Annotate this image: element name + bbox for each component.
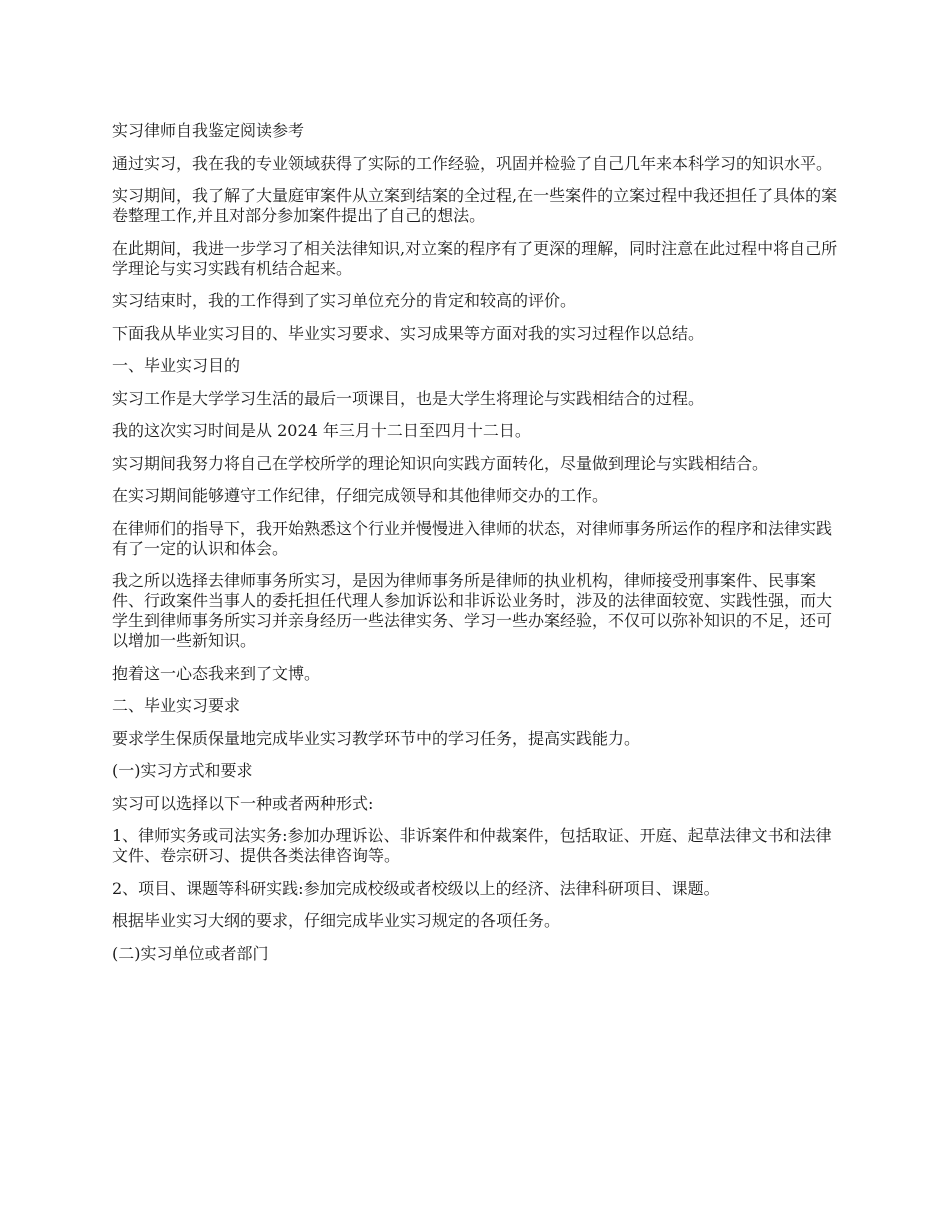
document-body: [112, 121, 842, 976]
subsection-heading: (一)实习方式和要求: [112, 761, 253, 780]
paragraph: 实习结束时，我的工作得到了实习单位充分的肯定和较高的评价。: [112, 291, 577, 310]
paragraph: 抱着这一心态我来到了文博。: [112, 663, 321, 683]
paragraph: 实习可以选择以下一种或者两种形式:: [112, 793, 374, 813]
paragraph: 通过实习，我在我的专业领域获得了实际的工作经验，巩固并检验了自己几年来本科学习的知识水平。: [112, 153, 833, 173]
section-heading: 一、毕业实习目的: [112, 356, 241, 375]
paragraph: 我之所以选择去律师事务所实习，是因为律师事务所是律师的执业机构，律师接受刑事案件、民事案件、行政案件当事人的委托担任代理人参加诉讼和非诉讼业务时，涉及的法律面较宽、实践性强，而大学生到律师事务所实习并亲身经历一些法律实务、学习一些办案经验，不仅可以弥补知识的不足，还可以增加一些新知识。: [112, 571, 833, 650]
paragraph: 在实习期间能够遵守工作纪律，仔细完成领导和其他律师交办的工作。: [112, 486, 609, 505]
paragraph: 我的这次实习时间是从 2024 年三月十二日至四月十二日。: [112, 421, 531, 440]
paragraph: 要求学生保质保量地完成毕业实习教学环节中的学习任务，提高实践能力。: [112, 728, 641, 748]
paragraph: 实习期间，我了解了大量庭审案件从立案到结案的全过程,在一些案件的立案过程中我还担任了具体的案卷整理工作,并且对部分参加案件提出了自己的想法。: [112, 186, 838, 225]
paragraph: 在律师们的指导下，我开始熟悉这个行业并慢慢进入律师的状态，对律师事务所运作的程序和法律实践有了一定的认识和体会。: [112, 518, 833, 558]
paragraph: 实习期间我努力将自己在学校所学的理论知识向实践方面转化，尽量做到理论与实践相结合。: [112, 453, 769, 473]
paragraph: 在此期间，我进一步学习了相关法律知识,对立案的程序有了更深的理解，同时注意在此过程中将自己所学理论与实习实践有机结合起来。: [112, 238, 838, 278]
section-heading: 二、毕业实习要求: [112, 696, 241, 715]
subsection-heading: (二)实习单位或者部门: [112, 943, 269, 963]
list-item: 2、项目、课题等科研实践:参加完成校级或者校级以上的经济、法律科研项目、课题。: [112, 878, 720, 898]
paragraph: 根据毕业实习大纲的要求，仔细完成毕业实习规定的各项任务。: [112, 911, 561, 930]
document-title: 实习律师自我鉴定阅读参考: [112, 121, 305, 140]
list-item: 1、律师实务或司法实务:参加办理诉讼、非诉案件和仲裁案件，包括取证、开庭、起草法律文书和法律文件、卷宗研习、提供各类法律咨询等。: [112, 826, 832, 865]
paragraph: 实习工作是大学学习生活的最后一项课目，也是大学生将理论与实践相结合的过程。: [112, 388, 705, 408]
paragraph: 下面我从毕业实习目的、毕业实习要求、实习成果等方面对我的实习过程作以总结。: [112, 323, 705, 343]
